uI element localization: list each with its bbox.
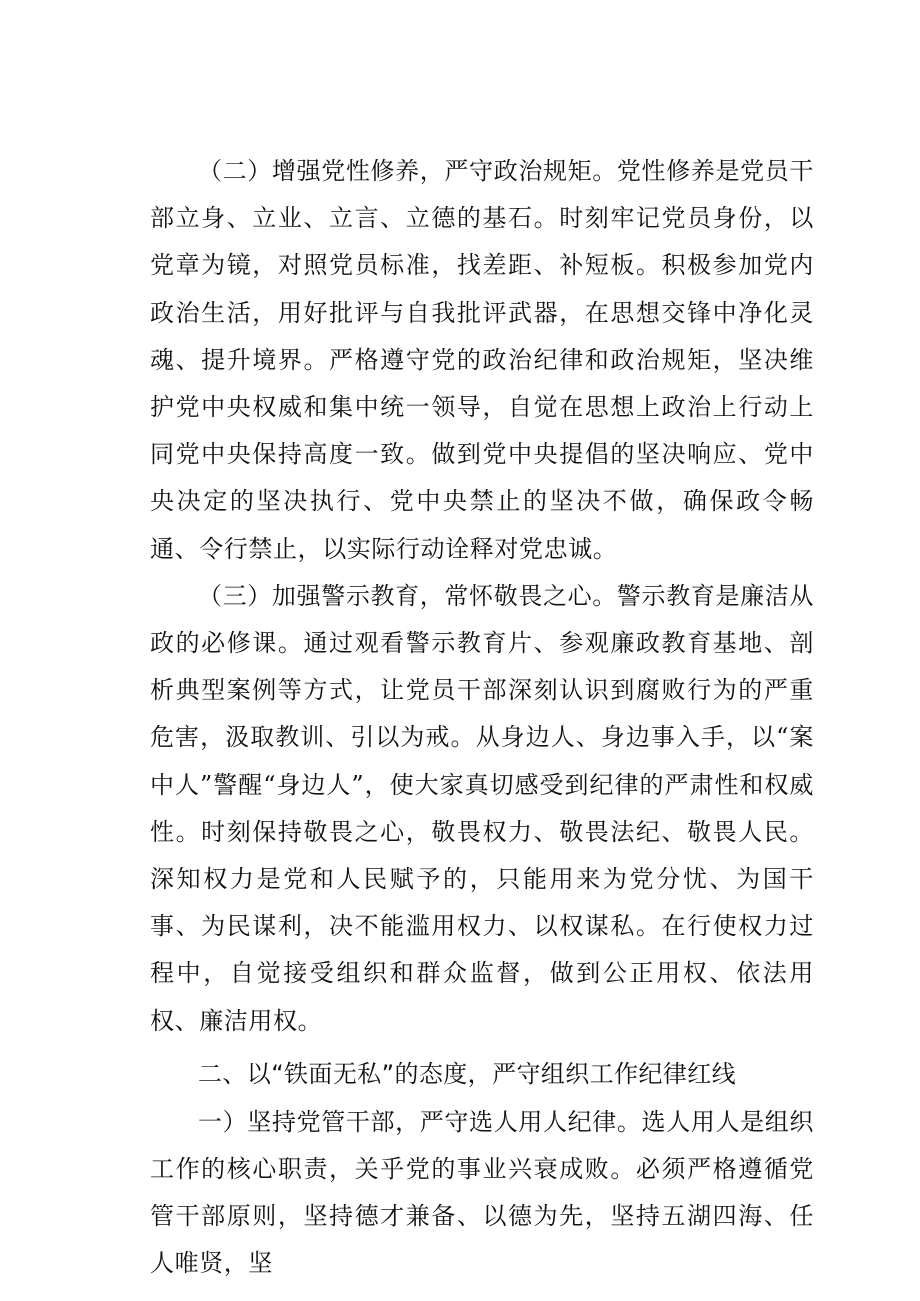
paragraph-cadre-management: 一）坚持党管干部，严守选人用人纪律。选人用人是组织工作的核心职责，关乎党的事业兴衰成败。必须严格遵循党管干部原则，坚持德才兼备、以德为先，坚持五湖四海、任人唯贤，坚 [150,1107,814,1278]
document-body [150,148,814,1288]
paragraph-party-spirit: （二）增强党性修养，严守政治规矩。党性修养是党员干部立身、立业、立言、立德的基石。时刻牢记党员身份，以党章为镜，对照党员标准，找差距、补短板。积极参加党内政治生活，用好批评与自我批评武器，在思想交锋中净化灵魂、提升境界。严格遵守党的政治纪律和政治规矩，坚决维护党中央权威和集中统一领导，自觉在思想上政治上行动上同党中央保持高度一致。做到党中央提倡的坚决响应、党中央决定的坚决执行、党中央禁止的坚决不做，确保政令畅通、令行禁止，以实际行动诠释对党忠诚。 [150,157,814,563]
paragraph-warning-education: （三）加强警示教育，常怀敬畏之心。警示教育是廉洁从政的必修课。通过观看警示教育片、参观廉政教育基地、剖析典型案例等方式，让党员干部深刻认识到腐败行为的严重危害，汲取教训、引以为戒。从身边人、身边事入手，以“案中人”警醒“身边人”，使大家真切感受到纪律的严肃性和权威性。时刻保持敬畏之心，敬畏权力、敬畏法纪、敬畏人民。深知权力是党和人民赋予的，只能用来为党分忧、为国干事、为民谋利，决不能滥用权力、以权谋私。在行使权力过程中，自觉接受组织和群众监督，做到公正用权、依法用权、廉洁用权。 [150,581,814,1035]
section-heading: 二、以“铁面无私”的态度，严守组织工作纪律红线 [198,1059,737,1088]
